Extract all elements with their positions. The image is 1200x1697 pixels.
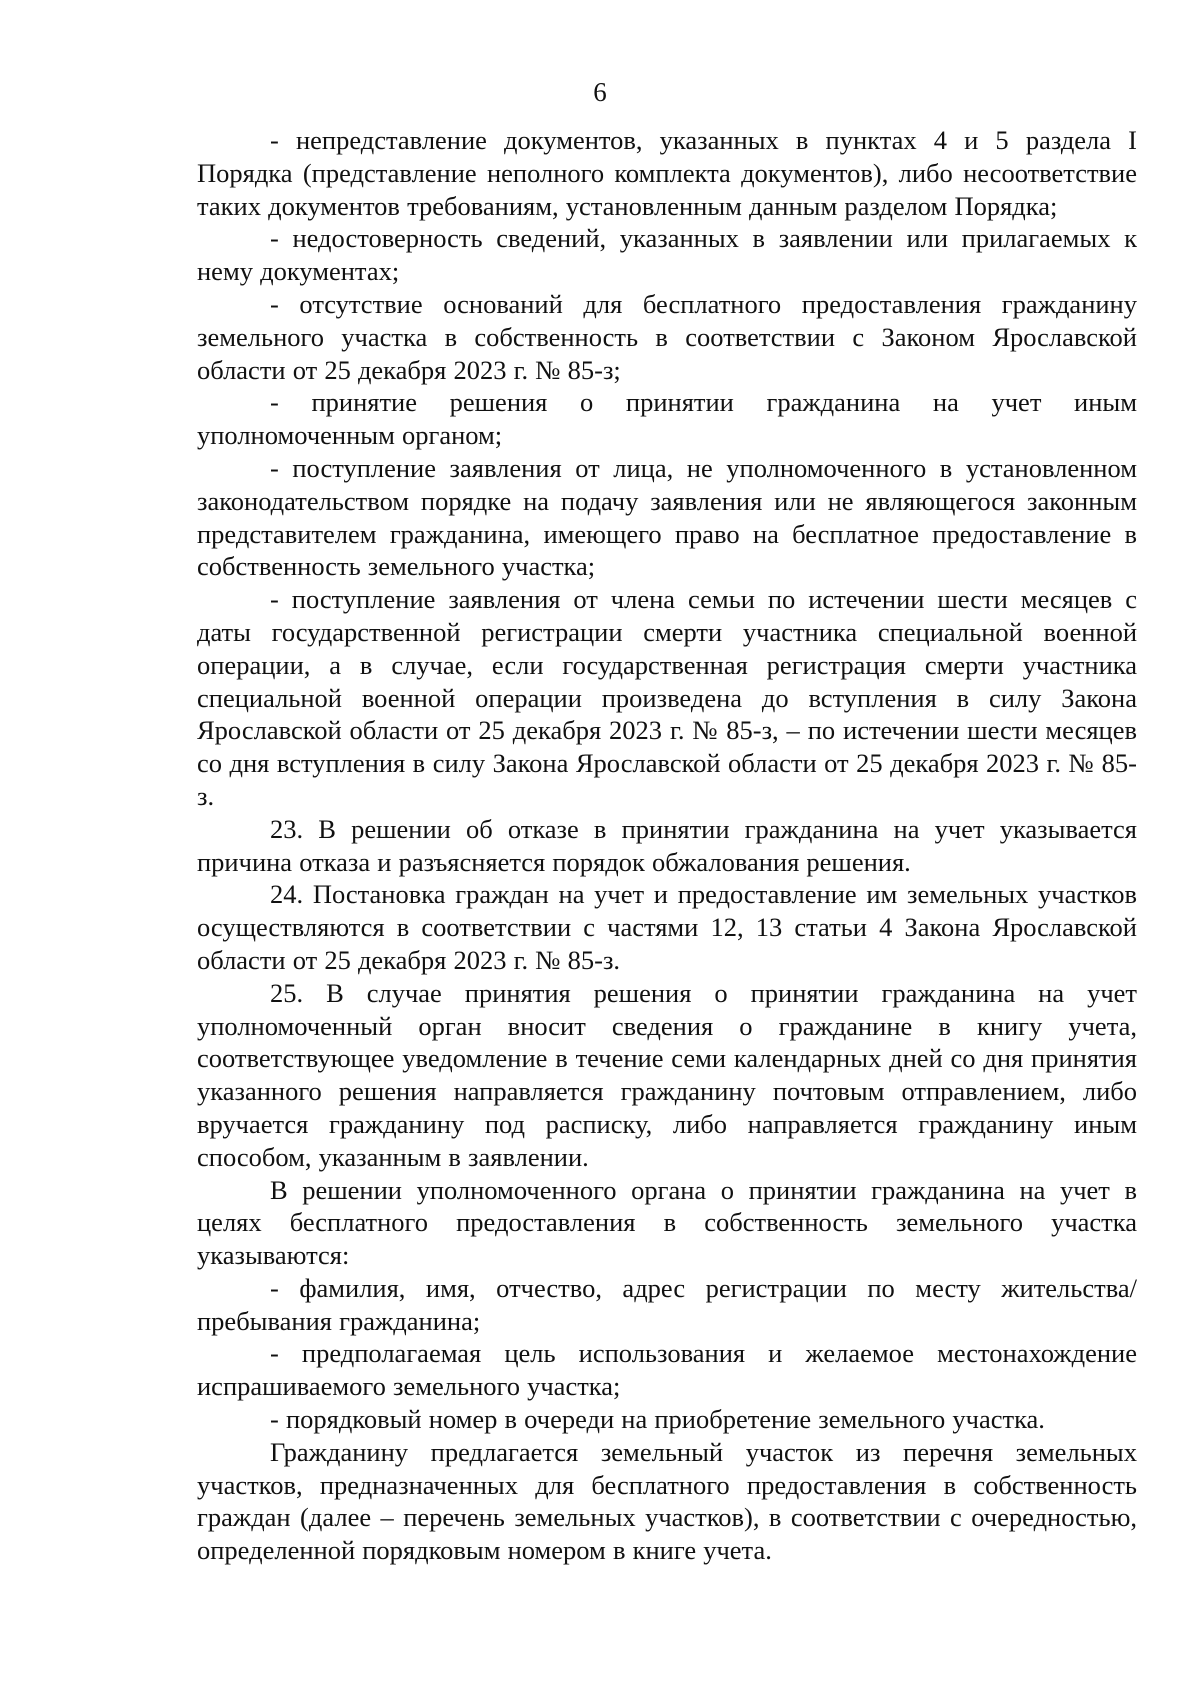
paragraph-reason-deadline-expired: - поступление заявления от члена семьи по истечении шести месяцев с даты государственной регистрации смерти участника специальной военной операции, а в случае, если государственная регистрация смерти участника специальной военной операции произведена до вступления в силу Закона Ярославской области от 25 декабря 2023 г. № 85-з, – по истечении шести месяцев со дня вступления в силу Закона Ярославской области от 25 декабря 2023 г. № 85-з. (197, 584, 1137, 811)
paragraph-item-23: 23. В решении об отказе в принятии гражданина на учет указывается причина отказа и разъясняется порядок обжалования решения. (197, 813, 1137, 877)
paragraph-reason-unreliable-info: - недостоверность сведений, указанных в заявлении или прилагаемых к нему документах; (197, 223, 1137, 287)
paragraph-decision-contents: В решении уполномоченного органа о принятии гражданина на учет в целях бесплатного предоставления в собственность земельного участка указываются: (197, 1174, 1137, 1271)
document-body (197, 124, 1137, 1567)
paragraph-reason-unauthorized-person: - поступление заявления от лица, не уполномоченного в установленном законодательством порядке на подачу заявления или не являющегося законным представителем гражданина, имеющего право на бесплатное предоставление в собственность земельного участка; (197, 452, 1137, 582)
page-number: 6 (593, 77, 607, 107)
paragraph-reason-missing-documents: - непредставление документов, указанных в пунктах 4 и 5 раздела I Порядка (представление неполного комплекта документов), либо несоответствие таких документов требованиям, установленным данным разделом Порядка; (197, 125, 1137, 221)
paragraph-decision-queue-number: - порядковый номер в очереди на приобретение земельного участка. (270, 1404, 1045, 1435)
paragraph-reason-no-grounds: - отсутствие оснований для бесплатного предоставления гражданину земельного участка в собственность в соответствии с Законом Ярославской области от 25 декабря 2023 г. № 85-з; (197, 288, 1137, 385)
paragraph-decision-purpose-location: - предполагаемая цель использования и желаемое местонахождение испрашиваемого земельного участка; (197, 1338, 1137, 1402)
paragraph-item-25: 25. В случае принятия решения о принятии гражданина на учет уполномоченный орган вносит сведения о гражданине в книгу учета, соответствующее уведомление в течение семи календарных дней со дня принятия указанного решения направляется гражданину почтовым отправлением, либо вручается гражданину под расписку, либо направляется гражданину иным способом, указанным в заявлении. (197, 977, 1137, 1172)
paragraph-reason-other-authority: - принятие решения о принятии гражданина на учет иным уполномоченным органом; (197, 387, 1137, 451)
paragraph-item-24: 24. Постановка граждан на учет и предоставление им земельных участков осуществляются в соответствии с частями 12, 13 статьи 4 Закона Ярославской области от 25 декабря 2023 г. № 85-з. (197, 879, 1137, 975)
paragraph-decision-name-address: - фамилия, имя, отчество, адрес регистрации по месту жительства/пребывания гражданина; (197, 1272, 1137, 1336)
paragraph-land-offer: Гражданину предлагается земельный участок из перечня земельных участков, предназначенных для бесплатного предоставления в собственность граждан (далее – перечень земельных участков), в соответствии с очередностью, определенной порядковым номером в книге учета. (197, 1436, 1137, 1566)
